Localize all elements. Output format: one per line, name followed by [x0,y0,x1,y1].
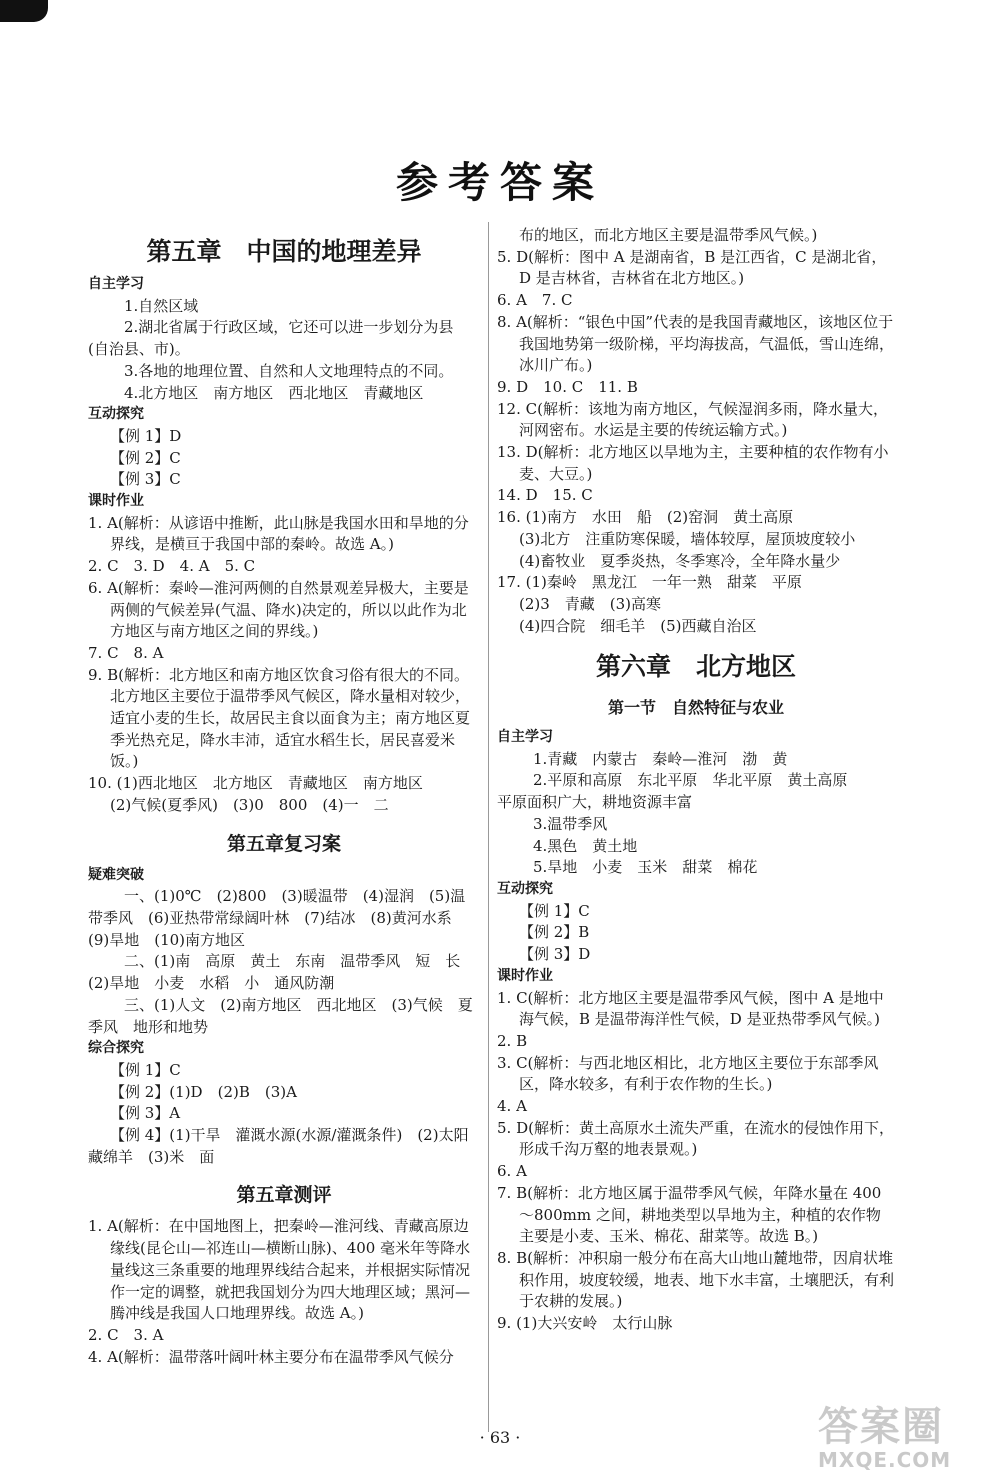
example-line: 【例 1】D [110,426,182,445]
answer-item: (4)畜牧业 夏季炎热，冬季寒冷，全年降水量少 [519,551,841,570]
answer-paragraph: 三、(1)人文 (2)南方地区 西北地区 (3)气候 夏季风 地形和地势 [88,995,473,1036]
section-label-kszy: 课时作业 [88,493,144,510]
answer-item: 3. C(解析：与西北地区相比，北方地区主要位于东部季风区，降水较多，有利于农作物的生长。) [497,1053,879,1094]
watermark-logo [818,1405,988,1473]
section-label-hdtj: 互动探究 [88,406,144,423]
answer-line: 1.自然区域 [124,296,199,315]
answer-item: 2. C 3. D 4. A 5. C [88,557,256,576]
answer-item: 14. D 15. C [497,486,593,505]
review-title: 第五章复习案 [226,832,341,855]
answer-paragraph: 一、(1)0℃ (2)800 (3)暖温带 (4)湿润 (5)温带季风 (6)亚热带常绿阔叶林 (7)结冰 (8)黄河水系 (9)旱地 (10)南方地区 [88,887,467,949]
answer-item: 4. A [497,1097,527,1116]
answer-item: 6. A 7. C [497,291,573,310]
example-line: 【例 2】B [519,923,590,942]
test-title: 第五章测评 [236,1184,332,1207]
answer-line: 5.旱地 小麦 玉米 甜菜 棉花 [533,858,758,877]
answer-item: 7. B(解析：北方地区属于温带季风气候，年降水量在 400～800mm 之间，耕地类型以旱地为主，种植的农作物主要是小麦、玉米、棉花、甜菜等。故选 B。) [497,1183,882,1246]
watermark-url: MXQE.COM [818,1448,952,1472]
example-line: 【例 3】A [110,1104,181,1123]
answer-item: 13. D(解析：北方地区以旱地为主，主要种植的农作物有小麦、大豆。) [497,443,889,483]
answer-line: 3.温带季风 [533,814,608,833]
chapter6-title: 第六章 北方地区 [595,652,796,682]
answer-line: 4.北方地区 南方地区 西北地区 青藏地区 [124,383,424,402]
answer-line: 4.黑色 黄土地 [533,836,638,855]
answer-line: 3.各地的地理位置、自然和人文地理特点的不同。 [124,361,454,380]
example-line: 【例 2】C [110,448,181,467]
answer-item: 8. A(解析：“银色中国”代表的是我国青藏地区，该地区位于我国地势第一级阶梯，平均海拔高，气温低，雪山连绵，冰川广布。) [497,312,895,375]
answer-item: 7. C 8. A [88,643,164,662]
left-column [88,228,484,1368]
section1-title: 第一节 自然特征与农业 [607,698,784,718]
column-divider [488,222,489,1432]
answer-item: (2)气候(夏季风) (3)0 800 (4)一 二 [110,795,389,814]
answer-line: 2.平原和高原 东北平原 华北平原 黄土高原 [533,771,848,790]
answer-item: 9. B(解析：北方地区和南方地区饮食习俗有很大的不同。北方地区主要位于温带季风气候区，降水量相对较少，适宜小麦的生长，故居民主食以面食为主；南方地区夏季光热充足，降水丰沛，适宜水稻生长，居民喜爱米饭。) [88,665,471,771]
section-label-zhtj: 综合探究 [88,1040,144,1057]
example-line: 【例 3】C [110,470,181,489]
answer-item: 17. (1)秦岭 黑龙江 一年一熟 甜菜 平原 [497,573,802,592]
answer-item: 1. C(解析：北方地区主要是温带季风气候，图中 A 是地中海气候，B 是温带海洋性气候，D 是亚热带季风气候。) [497,988,884,1029]
answer-item: 9. D 10. C 11. B [497,377,638,396]
answer-item: (2)3 青藏 (3)高寒 [519,594,662,613]
answer-item: 6. A [497,1162,527,1181]
answer-line: (自治县、市)。 [88,340,190,359]
answer-item: 5. D(解析：黄土高原水土流失严重，在流水的侵蚀作用下，形成千沟万壑的地表景观。) [497,1118,894,1159]
example-line: 【例 2】(1)D (2)B (3)A [110,1082,297,1101]
answer-item: 1. A(解析：从谚语中推断，此山脉是我国水田和旱地的分界线，是横亘于我国中部的秦岭。故选 A。) [88,513,469,554]
corner-scan-mark [0,0,48,22]
answer-item: 6. A(解析：秦岭—淮河两侧的自然景观差异极大，主要是两侧的气候差异(气温、降水)决定的，所以以此作为北方地区与南方地区之间的界线。) [88,578,469,641]
answer-item: 8. B(解析：冲积扇一般分布在高大山地山麓地带，因肩状堆积作用，坡度较缓，地表、地下水丰富，土壤肥沃，有利于农耕的发展。) [497,1248,895,1311]
answer-item: (4)四合院 细毛羊 (5)西藏自治区 [519,616,757,635]
answer-paragraph: 二、(1)南 高原 黄土 东南 温带季风 短 长 (2)旱地 小麦 水稻 小 通风防潮 [88,952,476,993]
answer-item: 4. A(解析：温带落叶阔叶林主要分布在温带季风气候分 [88,1347,454,1366]
answer-item: 布的地区，而北方地区主要是温带季风气候。) [519,226,818,244]
answer-item: 9. (1)大兴安岭 太行山脉 [497,1314,673,1333]
example-line: 【例 3】D [519,945,591,964]
page-number: · 63 · [479,1428,521,1447]
watermark-logo-text: 答案圈 [818,1404,944,1450]
answer-item: 10. (1)西北地区 北方地区 青藏地区 南方地区 [88,774,423,793]
answer-item: 16. (1)南方 水田 船 (2)窑洞 黄土高原 [497,508,794,527]
example-line: 【例 1】C [519,901,590,920]
answer-item: 12. C(解析：该地为南方地区，气候湿润多雨，降水量大，河网密布。水运是主要的传统运输方式。) [497,399,888,440]
section-label-hdtj: 互动探究 [497,880,553,897]
answer-line: 1.青藏 内蒙古 秦岭—淮河 渤 黄 [533,749,788,768]
answer-item: 5. D(解析：图中 A 是湖南省，B 是江西省，C 是湖北省，D 是吉林省，吉林省在北方地区。) [497,247,887,288]
answer-line: 平原面积广大，耕地资源丰富 [497,793,693,812]
example-line: 【例 1】C [110,1060,181,1079]
page-title: 参考答案 [395,158,604,207]
chapter5-title: 第五章 中国的地理差异 [146,237,422,266]
answer-line: 2.湖北省属于行政区域，它还可以进一步划分为县 [124,318,454,337]
answer-item: 2. C 3. A [88,1325,164,1344]
answer-item: 1. A(解析：在中国地图上，把秦岭—淮河线、青藏高原边缘线(昆仑山—祁连山—横断山脉)、400 毫米年等降水量线这三条重要的地理界线结合起来，并根据实际情况作一定的调整，就把我国划分为四大地理区域；黑河—腾冲线是我国人口地理界线。故选 A。) [88,1217,471,1323]
answer-item: (3)北方 注重防寒保暖，墙体较厚，屋顶坡度较小 [519,529,856,548]
right-column [497,225,895,1335]
example-line: 【例 4】(1)干旱 灌溉水源(水源/灌溉条件) (2)太阳 藏绵羊 (3)米 面 [88,1126,484,1166]
section-label-ynfp: 疑难突破 [88,866,144,883]
section-label-zzxx: 自主学习 [497,729,553,746]
section-label-kszy: 课时作业 [497,967,553,984]
answer-item: 2. B [497,1031,528,1050]
section-label-zzxx: 自主学习 [88,276,144,292]
